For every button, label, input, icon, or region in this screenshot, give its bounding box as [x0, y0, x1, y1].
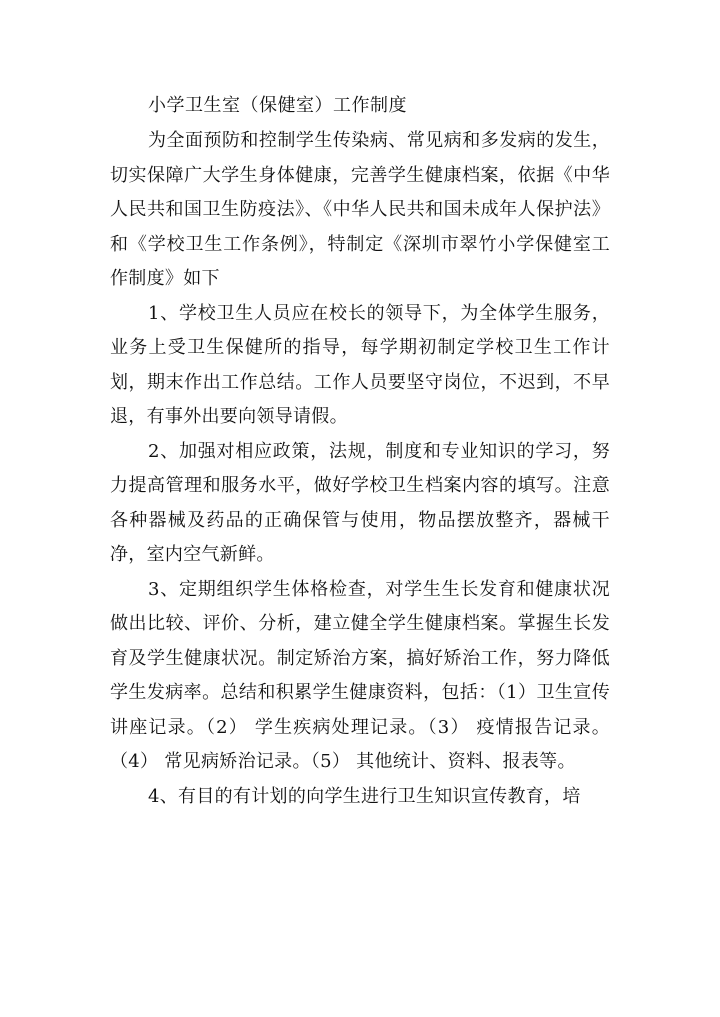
intro-paragraph: 为全面预防和控制学生传染病、常见病和多发病的发生，切实保障广大学生身体健康，完善学生健康档案，依据《中华人民共和国卫生防疫法》、《中华人民共和国未成年人保护法》和《学校卫生工作条例》，特制定《深圳市翠竹小学保健室工作制度》如下	[110, 130, 610, 289]
clause-2-paragraph: 2、加强对相应政策，法规，制度和专业知识的学习，努力提高管理和服务水平，做好学校卫生档案内容的填写。注意各种器械及药品的正确保管与使用，物品摆放整齐，器械干净，室内空气新鲜。	[110, 440, 610, 565]
document-body	[110, 88, 610, 814]
document-title: 小学卫生室（保健室）工作制度	[148, 95, 407, 116]
clause-1-paragraph: 1、学校卫生人员应在校长的领导下，为全体学生服务，业务上受卫生保健所的指导，每学期初制定学校卫生工作计划，期末作出工作总结。工作人员要坚守岗位，不迟到，不早退，有事外出要向领导请假。	[110, 302, 610, 427]
clause-3-paragraph: 3、定期组织学生体格检查，对学生生长发育和健康状况做出比较、评价、分析，建立健全学生健康档案。掌握生长发育及学生健康状况。制定矫治方案，搞好矫治工作，努力降低学生发病率。总结和积累学生健康资料，包括：（1）卫生宣传讲座记录。（2） 学生疾病处理记录。（3） 疫情报告记录。（4） 常见病矫治记录。（5） 其他统计、资料、报表等。	[110, 578, 610, 772]
clause-4-paragraph: 4、有目的有计划的向学生进行卫生知识宣传教育，培	[148, 785, 581, 807]
